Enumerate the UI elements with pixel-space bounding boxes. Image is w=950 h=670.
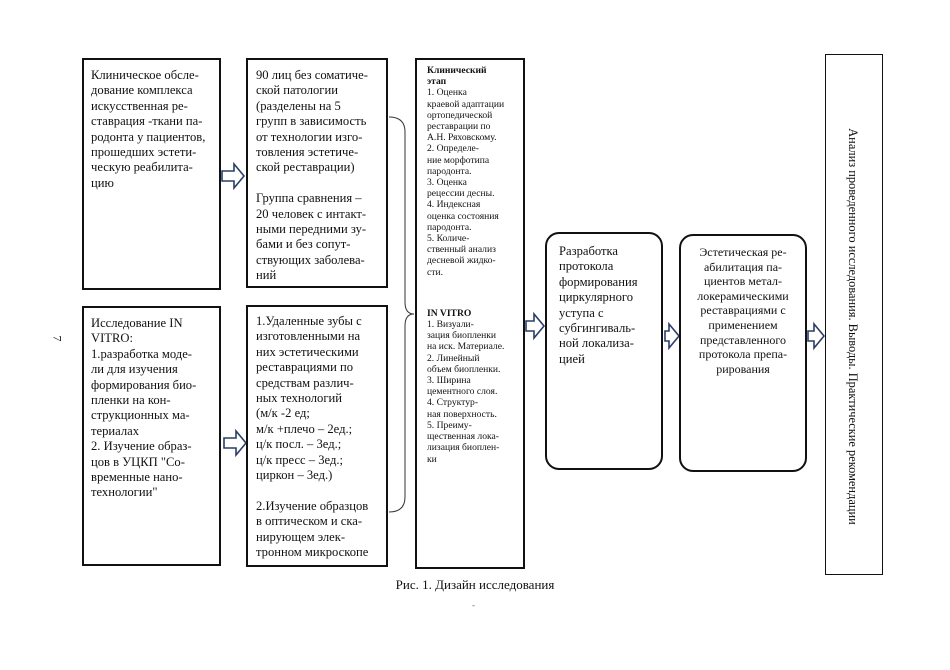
conclusions-box bbox=[825, 54, 883, 575]
arrow-icon bbox=[526, 314, 544, 338]
clinical-exam-box bbox=[82, 58, 221, 290]
teeth-samples-box bbox=[246, 305, 388, 567]
in-vitro-title: IN VITRO bbox=[427, 307, 472, 319]
clinical-stage-list: 1. Оценка краевой адаптации ортопедической реставрации по А.Н. Ряховскому. 2. Определе- ние морфотипа пародонта. 3. Оценка рецессии десны. 4. Индексная оценка состояния пародонта. 5. Количе- ственный анализ десневой жидко- сти. bbox=[427, 87, 505, 278]
subjects-box bbox=[246, 58, 388, 288]
figure-caption: Рис. 1. Дизайн исследования bbox=[395, 577, 555, 592]
in-vitro-study-box bbox=[82, 306, 221, 566]
arrow-icon bbox=[665, 324, 679, 348]
conclusions-text: Анализ проведенного исследования. Выводы. Практические рекомендации bbox=[846, 128, 861, 525]
study-stages-box bbox=[415, 58, 525, 569]
footer-mark: - bbox=[472, 600, 475, 610]
arrow-icon bbox=[222, 164, 244, 188]
in-vitro-list: 1. Визуали- зация биопленки на иск. Материале. 2. Линейный объем биопленки. 3. Ширина цементного слоя. 4. Структур- ная поверхность. 5. Преиму- щественная лока- лизация биоплен- ки bbox=[427, 319, 505, 465]
brace-shape bbox=[389, 117, 414, 512]
protocol-development-box bbox=[545, 232, 663, 470]
rehabilitation-text: Эстетическая ре- абилитация па- циентов метал- локерамическими реставрациями с применением представленного протокола препа- рирования bbox=[697, 245, 789, 376]
arrow-icon bbox=[224, 431, 246, 455]
page-number: 7 bbox=[50, 335, 65, 342]
rehabilitation-box bbox=[679, 234, 807, 472]
arrow-icon bbox=[808, 324, 824, 348]
clinical-exam-text: Клиническое обсле- дование комплекса искусственная ре- ставрация -ткани па- родонта у пациентов, прошедших эстети- ческую реабилита- цию bbox=[91, 68, 206, 190]
teeth-samples-text: 1.Удаленные зубы с изготовленными на них эстетическими реставрациями по средствам различ- ных технологий (м/к -2 ед; м/к +плечо – 2ед.; ц/к посл. – 3ед.; ц/к пресс – 3ед.; циркон – 3ед.) 2.Изучение образцов в оптическом и ска- нирующем элек- тронном микроскопе bbox=[256, 314, 369, 560]
in-vitro-study-text: Исследование IN VITRO: 1.разработка моде- ли для изучения формирования био- пленки на кон- струкционных ма- териалах 2. Изучение образ- цов в УЦКП "Со- временные нано- технологии" bbox=[91, 316, 197, 500]
protocol-development-text: Разработка протокола формирования циркулярного уступа с субгингиваль- ной локализа- цией bbox=[559, 244, 638, 366]
subjects-text: 90 лиц без соматиче- ской патологии (разделены на 5 групп в зависимость от технологии изго- товления эстетиче- ской реставрации) Группа сравнения – 20 человек с интакт- ными передними зу- бами и без сопут- ствующих заболева- ний bbox=[256, 68, 368, 283]
clinical-stage-title: Клинический этап bbox=[427, 65, 487, 88]
